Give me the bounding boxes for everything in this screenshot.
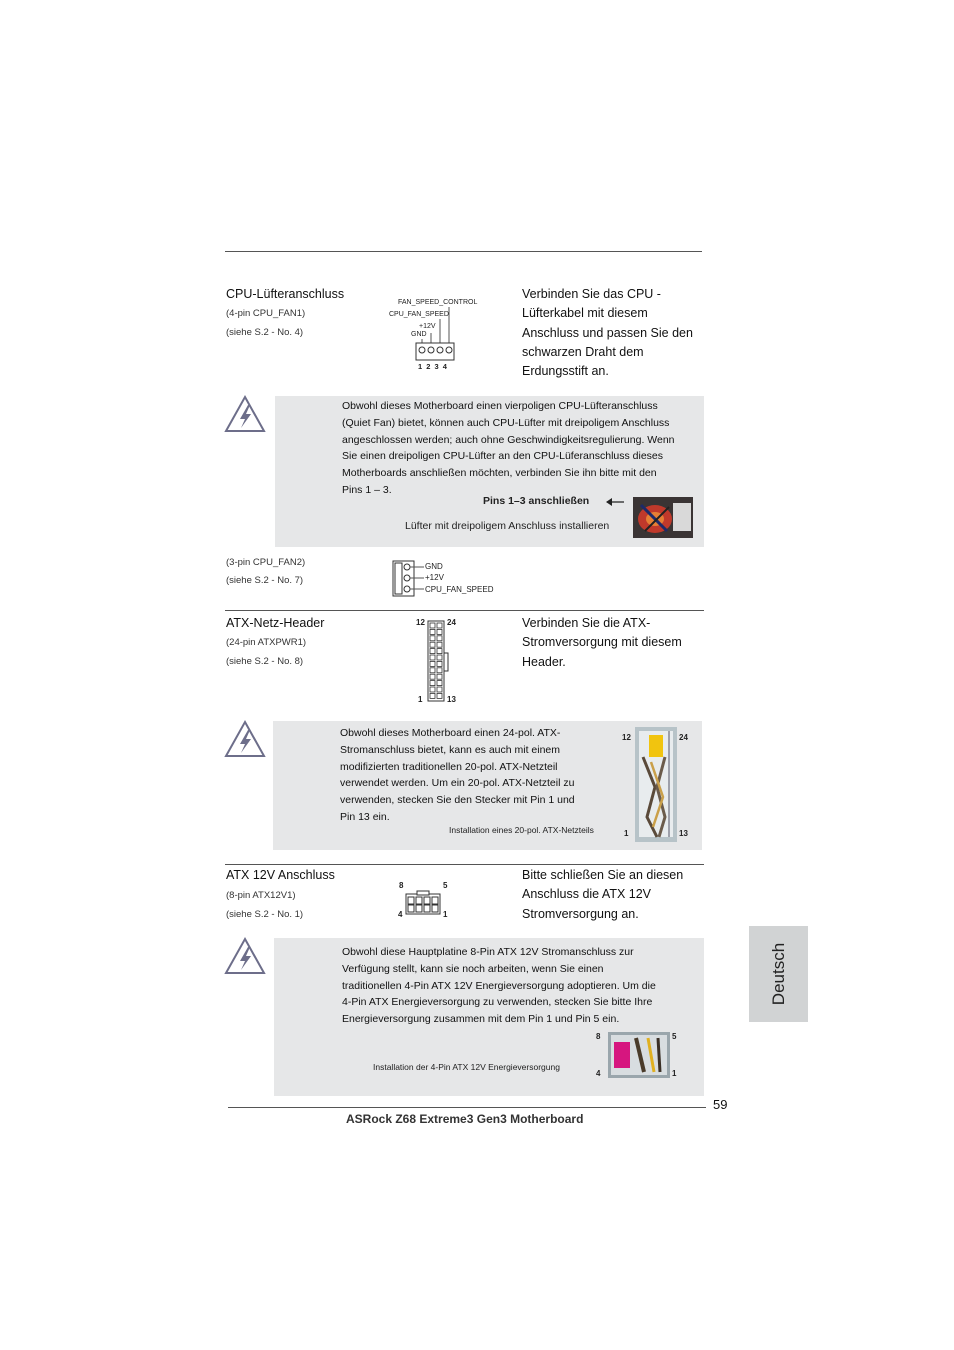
connector-pin <box>430 642 435 647</box>
fan-connector-graphic <box>415 305 457 365</box>
atx12v-install-caption: Installation der 4-Pin ATX 12V Energieversorgung <box>373 1062 560 1072</box>
fan2-speed-label: CPU_FAN_SPEED <box>425 585 494 594</box>
connector-pin <box>437 661 442 666</box>
fan2-connector-graphic <box>392 560 426 598</box>
connector-pin <box>437 668 442 673</box>
language-label: Deutsch <box>768 942 788 1006</box>
cpu-fan-ref: (siehe S.2 - No. 4) <box>226 327 304 338</box>
connector-pin <box>430 661 435 666</box>
note-box-atx12v <box>274 938 704 1096</box>
atx12v-description: Bitte schließen Sie an diesen Anschluss die ATX 12V Stromversorgung an. <box>522 868 684 921</box>
footer-rule <box>228 1107 706 1108</box>
atx-title: ATX-Netz-Header <box>226 616 325 630</box>
atx12v-pin-1: 1 <box>443 910 448 919</box>
connector-pin <box>430 674 435 679</box>
section-rule <box>225 864 704 865</box>
atx12v-8pin-connector <box>405 890 441 916</box>
cpu-fan-title: CPU-Lüfteranschluss <box>226 287 345 301</box>
cpu-fan2-pin: (3-pin CPU_FAN2) <box>226 557 306 568</box>
atx12v-install-photo <box>608 1032 670 1078</box>
connector-pin <box>437 642 442 647</box>
connector-pin <box>437 649 442 654</box>
cpu-fan2-ref: (siehe S.2 - No. 7) <box>226 575 304 586</box>
arrow-left-icon <box>605 497 625 507</box>
connector-pin <box>430 636 435 641</box>
atx12v-title: ATX 12V Anschluss <box>226 868 335 882</box>
connector-pin <box>430 693 435 698</box>
connector-pin <box>430 668 435 673</box>
note-box-cpu-fan <box>275 396 704 547</box>
atx12v-pin-4: 4 <box>398 910 403 919</box>
connector-pin <box>437 655 442 660</box>
photo-pin-1: 1 <box>672 1069 677 1078</box>
connector-pin <box>437 693 442 698</box>
photo-pin-8: 8 <box>596 1032 601 1041</box>
atx-pin-13: 13 <box>447 695 456 704</box>
atx-description: Verbinden Sie die ATX- Stromversorgung mit diesem Header. <box>522 616 682 669</box>
atx-pin-24: 24 <box>447 618 456 627</box>
atx12v-pin: (8-pin ATX12V1) <box>226 890 296 901</box>
atx12v-pin-8: 8 <box>399 881 404 890</box>
warning-icon <box>225 720 267 758</box>
photo-pin-12: 12 <box>622 733 631 742</box>
connector-pin <box>430 655 435 660</box>
plus12v-label: +12V <box>419 323 436 330</box>
connector-pin <box>430 623 435 628</box>
atx-install-photo <box>635 727 677 842</box>
connector-pin <box>430 629 435 634</box>
cpu-fan-description: Verbinden Sie das CPU - Lüfterkabel mit diesem Anschluss und passen Sie den schwarzen Draht dem Erdungsstift an. <box>522 287 693 379</box>
section-rule <box>225 610 704 611</box>
connector-pin <box>437 623 442 628</box>
connector-pin <box>437 674 442 679</box>
connector-pin <box>437 687 442 692</box>
pins-label: Pins 1–3 anschließen <box>483 495 590 507</box>
photo-pin-4: 4 <box>596 1069 601 1078</box>
connector-pin <box>430 681 435 686</box>
cpu-fan-pin: (4-pin CPU_FAN1) <box>226 308 306 319</box>
connector-pin <box>437 681 442 686</box>
atx-24pin-connector <box>427 620 451 704</box>
fan-photo <box>633 497 693 538</box>
photo-pin-13: 13 <box>679 829 688 838</box>
atx12v-pin-5: 5 <box>443 881 448 890</box>
atx-pin-1: 1 <box>418 695 423 704</box>
page-number: 59 <box>713 1097 728 1112</box>
note-text: Obwohl dieses Motherboard einen 24-pol. ATX- Stromanschluss bietet, kann es auch mit einem modifizierten traditionellen 20-pol. ATX-Netzteil verwendet werden. Um ein 20-pol. ATX-Netzteil zu verwenden, stecken Sie den Stecker mit Pin 1 und Pin 13 ein. <box>340 727 575 823</box>
warning-icon <box>225 395 267 433</box>
photo-pin-24: 24 <box>679 733 688 742</box>
fan2-12v-label: +12V <box>425 573 444 582</box>
connector-pin <box>437 636 442 641</box>
note-text: Obwohl dieses Motherboard einen vierpoligen CPU-Lüfteranschluss (Quiet Fan) bietet, können auch CPU-Lüfter mit dreipoligem Anschluss angeschlossen werden; auch ohne Geschwindigkeitsregulierung. Wenn Sie einen dreipoligen CPU-Lüfter an den CPU-Lüferanschluss dieses Motherboards anschließen möchten, verbinden Sie ihn bitte mit den Pins 1 – 3. <box>342 400 675 496</box>
top-rule <box>225 251 702 252</box>
fan-speed-control-label: FAN_SPEED_CONTROL <box>398 299 478 306</box>
photo-pin-5: 5 <box>672 1032 677 1041</box>
connector-pin <box>437 629 442 634</box>
fan2-gnd-label: GND <box>425 562 443 571</box>
atx-pin: (24-pin ATXPWR1) <box>226 637 307 648</box>
atx-pin-12: 12 <box>416 618 425 627</box>
connector-pin <box>430 649 435 654</box>
atx-ref: (siehe S.2 - No. 8) <box>226 656 304 667</box>
install-label: Lüfter mit dreipoligem Anschluss installieren <box>405 520 610 532</box>
warning-icon <box>225 937 267 975</box>
cpu-fan-speed-label: CPU_FAN_SPEED <box>389 311 449 318</box>
note-text: Obwohl diese Hauptplatine 8-Pin ATX 12V Stromanschluss zur Verfügung stellt, kann sie noch arbeiten, wenn Sie einen traditionellen 4-Pin ATX 12V Energieversorgung adoptieren. Um die 4-Pin ATX Energieversorgung zu verwenden, stecken Sie bitte Ihre Energieversorgung zusammen mit dem Pin 1 und Pin 5 ein. <box>342 946 656 1026</box>
footer-title: ASRock Z68 Extreme3 Gen3 Motherboard <box>346 1112 584 1126</box>
atx-install-caption: Installation eines 20-pol. ATX-Netzteils <box>449 825 594 835</box>
connector-latch <box>444 653 448 671</box>
fan-pin-numbers: 1 2 3 4 <box>418 362 448 371</box>
atx12v-ref: (siehe S.2 - No. 1) <box>226 909 304 920</box>
connector-pin <box>430 687 435 692</box>
note-box-atx <box>273 721 702 850</box>
language-side-tab <box>749 926 808 1022</box>
photo-pin-1: 1 <box>624 829 629 838</box>
gnd-label: GND <box>411 331 427 338</box>
